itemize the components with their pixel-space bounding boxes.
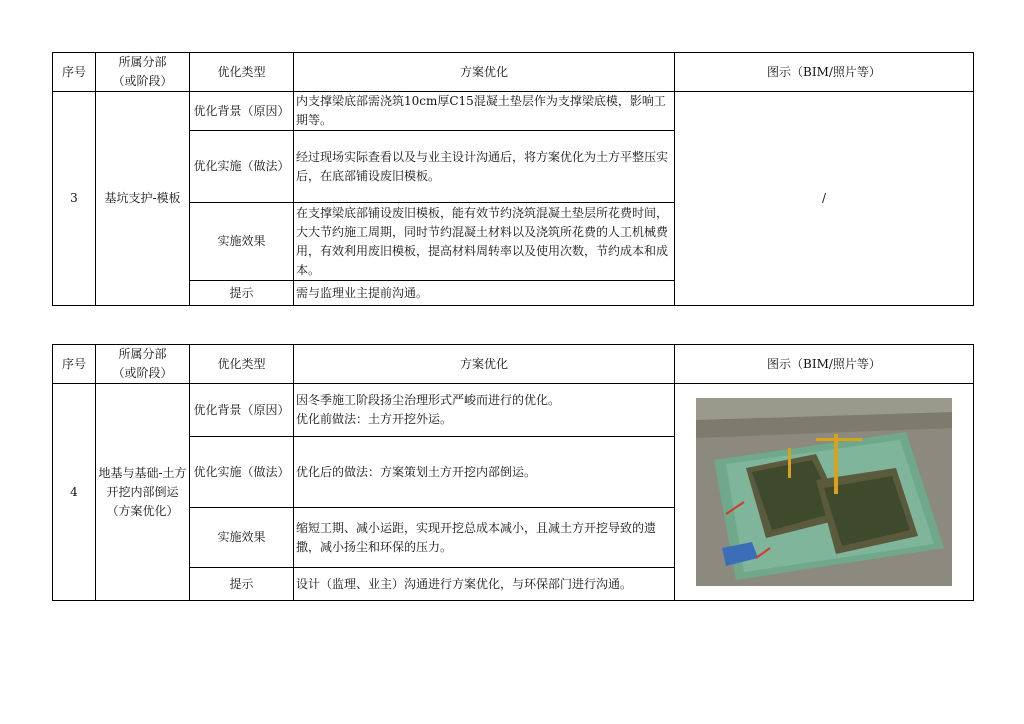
figure-cell: / xyxy=(675,92,974,306)
header-plan: 方案优化 xyxy=(294,345,675,384)
type-effect-label: 实施效果 xyxy=(190,508,294,568)
row-background xyxy=(53,92,974,131)
header-type: 优化类型 xyxy=(190,53,294,92)
header-figure: 图示（BIM/照片等） xyxy=(675,345,974,384)
optimization-table-3 xyxy=(52,52,974,306)
header-dept xyxy=(96,345,190,384)
header-type: 优化类型 xyxy=(190,345,294,384)
plan-background-text xyxy=(294,384,675,437)
type-implementation-label: 优化实施（做法） xyxy=(190,131,294,203)
seq-cell: 4 xyxy=(53,384,96,601)
header-plan: 方案优化 xyxy=(294,53,675,92)
type-tip-label: 提示 xyxy=(190,568,294,601)
dept-cell: 地基与基础-土方开挖内部倒运（方案优化） xyxy=(96,384,190,601)
header-dept-line1: 所属分部 xyxy=(118,347,167,361)
photo-icon xyxy=(696,398,952,586)
header-seq: 序号 xyxy=(53,53,96,92)
seq-cell: 3 xyxy=(53,92,96,306)
header-seq: 序号 xyxy=(53,345,96,384)
header-row xyxy=(53,53,974,92)
plan-background-line2: 优化前做法：土方开挖外运。 xyxy=(296,412,453,426)
header-row xyxy=(53,345,974,384)
row-background xyxy=(53,384,974,437)
type-implementation-label: 优化实施（做法） xyxy=(190,437,294,508)
plan-effect-text: 缩短工期、减小运距，实现开挖总成本减小，且减土方开挖导致的遗撒，减小扬尘和环保的压力。 xyxy=(294,508,675,568)
header-dept-line1: 所属分部 xyxy=(118,55,167,69)
header-dept-line2: （或阶段） xyxy=(112,74,173,88)
figure-cell xyxy=(675,384,974,601)
dept-cell: 基坑支护-模板 xyxy=(96,92,190,306)
plan-tip-text: 需与监理业主提前沟通。 xyxy=(294,281,675,306)
type-tip-label: 提示 xyxy=(190,281,294,306)
plan-implementation-text: 优化后的做法：方案策划土方开挖内部倒运。 xyxy=(294,437,675,508)
plan-background-line1: 因冬季施工阶段扬尘治理形式严峻而进行的优化。 xyxy=(296,393,561,407)
header-dept xyxy=(96,53,190,92)
type-background-label: 优化背景（原因） xyxy=(190,92,294,131)
header-dept-line2: （或阶段） xyxy=(112,366,173,380)
plan-implementation-text: 经过现场实际查看以及与业主设计沟通后，将方案优化为土方平整压实后，在底部铺设废旧模板。 xyxy=(294,131,675,203)
type-background-label: 优化背景（原因） xyxy=(190,384,294,437)
plan-tip-text: 设计（监理、业主）沟通进行方案优化，与环保部门进行沟通。 xyxy=(294,568,675,601)
plan-effect-text: 在支撑梁底部铺设废旧模板，能有效节约浇筑混凝土垫层所花费时间，大大节约施工周期，同时节约混凝土材料以及浇筑所花费的人工机械费用，有效利用废旧模板，提高材料周转率以及使用次数，节约成本和成本。 xyxy=(294,203,675,281)
plan-background-text: 内支撑梁底部需浇筑10cm厚C15混凝土垫层作为支撑梁底模，影响工期等。 xyxy=(294,92,675,131)
type-effect-label: 实施效果 xyxy=(190,203,294,281)
optimization-table-4 xyxy=(52,344,974,601)
header-figure: 图示（BIM/照片等） xyxy=(675,53,974,92)
aerial-construction-site-photo xyxy=(696,398,952,586)
